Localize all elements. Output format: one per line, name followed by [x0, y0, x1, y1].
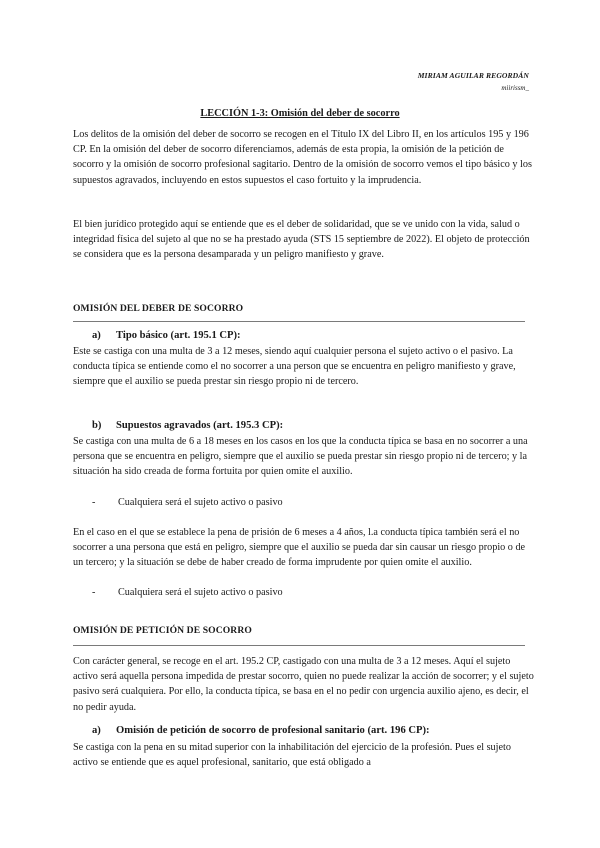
list-item [92, 495, 283, 510]
dash-marker: - [92, 497, 96, 508]
section-heading-omision-peticion: OMISIÓN DE PETICIÓN DE SOCORRO [73, 625, 252, 636]
supuestos-agravados-paragraph: Se castiga con una multa de 6 a 18 meses en los casos en los que la conducta típica se basa en no socorrer a una persona que se encuentra en peligro, siempre que el auxilio se pueda prestar sin riesgo propio ni de tercero; y la situación ha sido creada de forma fortuita por quien omite el auxilio. [73, 436, 528, 478]
author-handle: miirissm_ [501, 84, 529, 92]
lesson-title: LECCIÓN 1-3: Omisión del deber de socorro [200, 108, 400, 119]
section-divider [73, 645, 525, 646]
subsection-label: b) [92, 420, 102, 431]
imprudencia-paragraph: En el caso en el que se establece la pena de prisión de 6 meses a 4 años, l.a conducta típica también será el no socorrer a una persona que está en peligro, siempre que el auxilio se pueda dar sin causar un riesgo propio o de un tercero; y la situación se debe de haber creado de forma imprudente por quien omite el auxilio. [73, 527, 526, 569]
omision-peticion-paragraph: Con carácter general, se recoge en el art. 195.2 CP, castigado con una multa de 3 a 12 meses. Aquí el sujeto activo será aquella persona impedida de prestar socorro, quien no puede realizar la acción de socorrer; y el sujeto pasivo será cualquiera. Por ello, la conducta típica, se basa en el no pedir con urgencia auxilio ajeno, es decir, el no pedir ayuda. [73, 656, 534, 713]
subsection-title: Tipo básico (art. 195.1 CP): [116, 330, 241, 341]
tipo-basico-paragraph: Este se castiga con una multa de 3 a 12 meses, siendo aquí cualquier persona el sujeto activo o el pasivo. La conducta típica se entiende como el no socorrer a una person que se encuentra en peligro manifiesto y grave, siempre que el auxilio se pueda prestar sin riesgo propio ni de tercero. [73, 346, 516, 388]
subsection-title: Supuestos agravados (art. 195.3 CP): [116, 420, 284, 431]
section-divider [73, 321, 525, 322]
subsection-heading-tipo-basico [92, 330, 241, 341]
subsection-label: a) [92, 330, 101, 341]
subsection-label: a) [92, 725, 101, 736]
list-item [92, 585, 283, 600]
profesional-sanitario-paragraph: Se castiga con la pena en su mitad superior con la inhabilitación del ejercicio de la profesión. Pues el sujeto activo se entiende que es aquel profesional, sanitario, que está obligado a [73, 742, 511, 769]
subsection-title: Omisión de petición de socorro de profesional sanitario (art. 196 CP): [116, 725, 430, 736]
section-heading-omision-deber: OMISIÓN DEL DEBER DE SOCORRO [73, 303, 244, 314]
intro-paragraph-2: El bien jurídico protegido aquí se entiende que es el deber de solidaridad, que se ve unido con la vida, salud o integridad física del sujeto al que no se ha prestado ayuda (STS 15 septiembre de 2022). El objeto de protección se considera que es la persona desamparada y un peligro manifiesto y grave. [73, 219, 530, 261]
list-item-text: Cualquiera será el sujeto activo o pasivo [118, 497, 283, 508]
subsection-heading-supuestos-agravados [92, 420, 283, 431]
list-item-text: Cualquiera será el sujeto activo o pasivo [118, 587, 283, 598]
subsection-heading-profesional-sanitario [92, 725, 430, 736]
intro-paragraph-1: Los delitos de la omisión del deber de socorro se recogen en el Título IX del Libro II, en los artículos 195 y 196 CP. En la omisión del deber de socorro diferenciamos, además de esta propia, la omisión de la petición de socorro y la omisión de socorro profesional sagitario. Dentro de la omisión de socorro vemos el tipo básico y los supuestos agravados, incluyendo en estos supuestos el caso fortuito y la imprudencia. [73, 129, 532, 186]
dash-marker: - [92, 587, 96, 598]
author-name: MIRIAM AGUILAR REGORDÁN [417, 71, 529, 80]
